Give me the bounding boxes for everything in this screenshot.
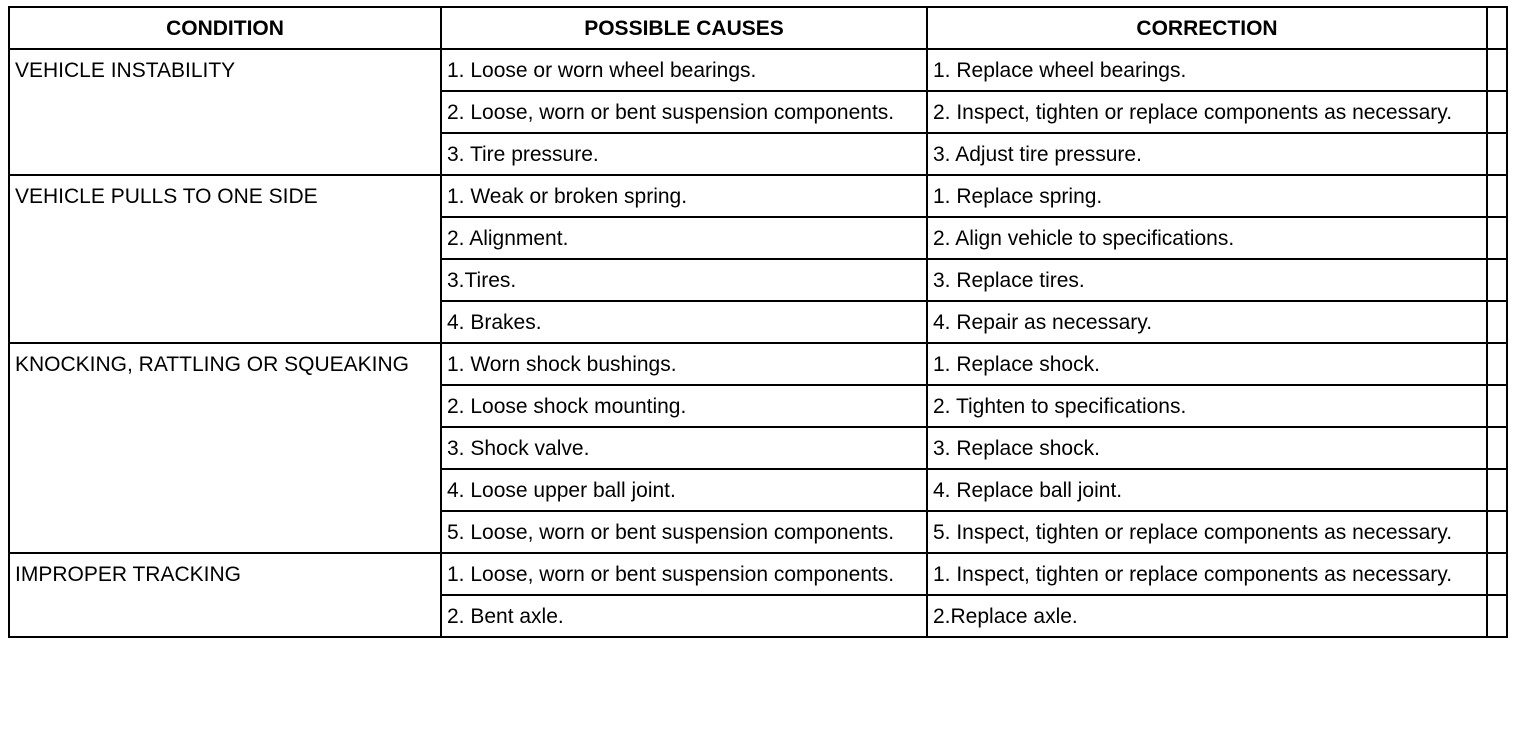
correction-cell: 4. Replace ball joint. (927, 469, 1487, 511)
header-possible-causes: POSSIBLE CAUSES (441, 7, 927, 49)
condition-cell: VEHICLE PULLS TO ONE SIDE (9, 175, 441, 343)
correction-cell: 1. Replace spring. (927, 175, 1487, 217)
table-body (9, 49, 1507, 637)
header-correction: CORRECTION (927, 7, 1487, 49)
condition-cell: VEHICLE INSTABILITY (9, 49, 441, 175)
correction-cell: 2. Inspect, tighten or replace components as necessary. (927, 91, 1487, 133)
cause-cell: 4. Brakes. (441, 301, 927, 343)
diagnosis-table (8, 6, 1508, 638)
cause-cell: 5. Loose, worn or bent suspension components. (441, 511, 927, 553)
cause-cell: 2. Loose, worn or bent suspension components. (441, 91, 927, 133)
spacer-cell (1487, 133, 1507, 175)
header-condition: CONDITION (9, 7, 441, 49)
cause-cell: 2. Alignment. (441, 217, 927, 259)
spacer-cell (1487, 511, 1507, 553)
table-row (9, 175, 1507, 217)
correction-cell: 2. Align vehicle to specifications. (927, 217, 1487, 259)
cause-cell: 3. Tire pressure. (441, 133, 927, 175)
correction-cell: 2. Tighten to specifications. (927, 385, 1487, 427)
spacer-cell (1487, 91, 1507, 133)
spacer-cell (1487, 427, 1507, 469)
spacer-cell (1487, 301, 1507, 343)
cause-cell: 2. Bent axle. (441, 595, 927, 637)
spacer-cell (1487, 217, 1507, 259)
spacer-cell (1487, 259, 1507, 301)
cause-cell: 1. Loose, worn or bent suspension components. (441, 553, 927, 595)
correction-cell: 1. Replace shock. (927, 343, 1487, 385)
table-row (9, 553, 1507, 595)
header-spacer (1487, 7, 1507, 49)
cause-cell: 1. Loose or worn wheel bearings. (441, 49, 927, 91)
spacer-cell (1487, 553, 1507, 595)
table-row (9, 49, 1507, 91)
table-row (9, 343, 1507, 385)
cause-cell: 3.Tires. (441, 259, 927, 301)
correction-cell: 3. Adjust tire pressure. (927, 133, 1487, 175)
correction-cell: 1. Inspect, tighten or replace components as necessary. (927, 553, 1487, 595)
cause-cell: 1. Worn shock bushings. (441, 343, 927, 385)
header-row (9, 7, 1507, 49)
cause-cell: 3. Shock valve. (441, 427, 927, 469)
cause-cell: 2. Loose shock mounting. (441, 385, 927, 427)
spacer-cell (1487, 385, 1507, 427)
spacer-cell (1487, 343, 1507, 385)
spacer-cell (1487, 49, 1507, 91)
spacer-cell (1487, 469, 1507, 511)
cause-cell: 1. Weak or broken spring. (441, 175, 927, 217)
spacer-cell (1487, 175, 1507, 217)
correction-cell: 3. Replace tires. (927, 259, 1487, 301)
condition-cell: KNOCKING, RATTLING OR SQUEAKING (9, 343, 441, 553)
correction-cell: 1. Replace wheel bearings. (927, 49, 1487, 91)
condition-cell: IMPROPER TRACKING (9, 553, 441, 637)
cause-cell: 4. Loose upper ball joint. (441, 469, 927, 511)
correction-cell: 5. Inspect, tighten or replace components as necessary. (927, 511, 1487, 553)
correction-cell: 3. Replace shock. (927, 427, 1487, 469)
correction-cell: 2.Replace axle. (927, 595, 1487, 637)
spacer-cell (1487, 595, 1507, 637)
correction-cell: 4. Repair as necessary. (927, 301, 1487, 343)
